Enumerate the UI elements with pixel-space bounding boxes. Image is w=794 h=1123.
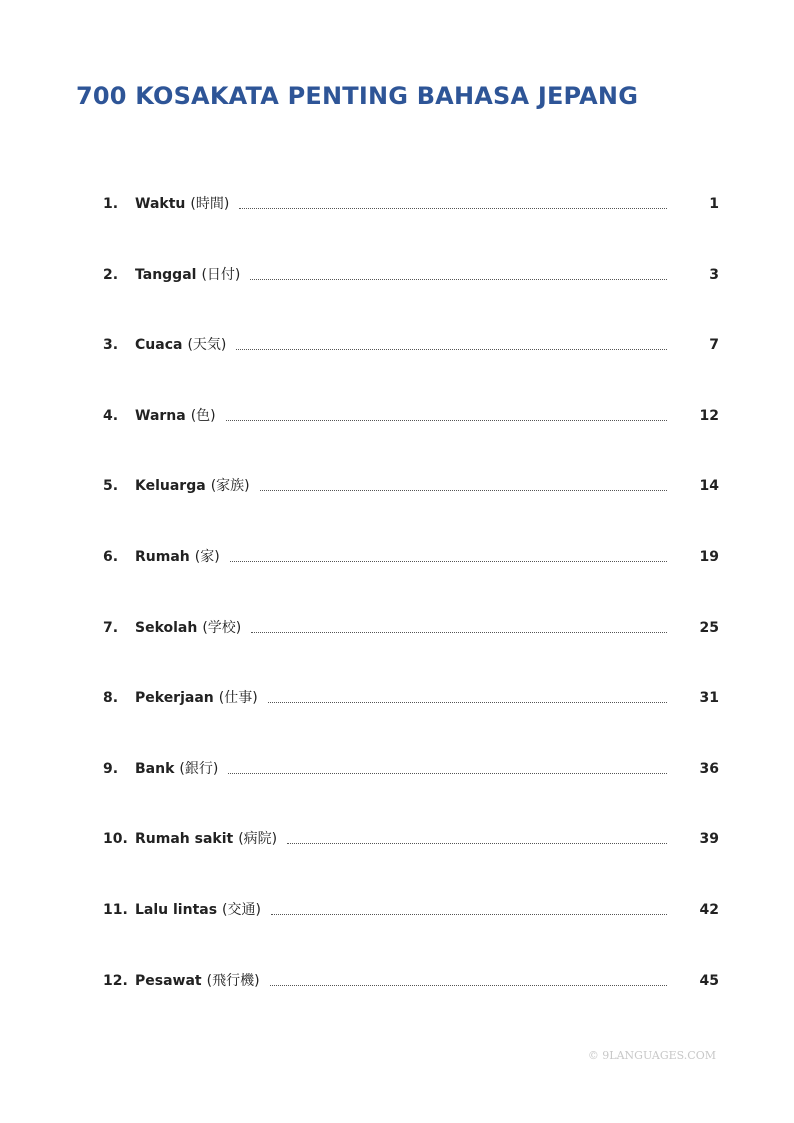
toc-item-japanese: (飛行機) [206,973,260,989]
toc-item-label: Warna [135,408,186,424]
toc-item-label: Tanggal [135,267,197,283]
toc-item-page-number: 19 [699,549,719,565]
toc-item-rumah-sakit[interactable] [103,828,719,850]
toc-item-cuaca[interactable] [103,334,719,356]
toc-item-page-number: 31 [699,690,719,706]
dot-leader [251,632,667,633]
toc-item-lalu-lintas[interactable] [103,899,719,921]
toc-item-number: 6. [103,549,119,565]
dot-leader [271,914,667,915]
toc-item-number: 3. [103,337,119,353]
dot-leader [287,843,667,844]
toc-item-japanese: (時間) [190,196,230,212]
dot-leader [236,349,667,350]
toc-item-pesawat[interactable] [103,970,719,992]
toc-item-bank[interactable] [103,758,719,780]
dot-leader [250,279,667,280]
toc-item-number: 12. [103,973,128,989]
toc-item-japanese: (家族) [210,478,250,494]
toc-item-japanese: (仕事) [218,690,258,706]
toc-item-tanggal[interactable] [103,264,719,286]
toc-item-page-number: 42 [699,902,719,918]
copyright-footer: © 9LANGUAGES.COM [587,1049,716,1062]
toc-item-page-number: 36 [699,761,719,777]
dot-leader [260,490,667,491]
dot-leader [230,561,667,562]
toc-item-number: 5. [103,478,119,494]
toc-item-page-number: 39 [699,831,719,847]
toc-item-label: Lalu lintas [135,902,218,918]
toc-item-japanese: (銀行) [179,761,219,777]
toc-item-japanese: (天気) [187,337,227,353]
toc-item-keluarga[interactable] [103,475,719,497]
toc-item-page-number: 1 [709,196,719,212]
toc-item-japanese: (病院) [238,831,278,847]
toc-item-japanese: (家) [194,549,220,565]
toc-item-label: Rumah sakit [135,831,234,847]
dot-leader [226,420,667,421]
toc-item-number: 8. [103,690,119,706]
toc-item-number: 1. [103,196,119,212]
toc-item-page-number: 7 [709,337,719,353]
toc-item-waktu[interactable] [103,193,719,215]
toc-item-number: 2. [103,267,119,283]
toc-item-label: Cuaca [135,337,183,353]
toc-item-label: Bank [135,761,175,777]
toc-item-label: Sekolah [135,620,198,636]
document-title: 700 KOSAKATA PENTING BAHASA JEPANG [76,82,639,110]
toc-item-label: Waktu [135,196,186,212]
dot-leader [270,985,667,986]
toc-item-japanese: (交通) [222,902,261,918]
toc-item-label: Pekerjaan [135,690,214,706]
toc-item-number: 10. [103,831,128,847]
toc-item-japanese: (学校) [202,620,242,636]
dot-leader [239,208,667,209]
toc-item-pekerjaan[interactable] [103,687,719,709]
toc-item-page-number: 12 [699,408,719,424]
dot-leader [268,702,667,703]
dot-leader [228,773,667,774]
toc-item-number: 11. [103,902,128,918]
toc-item-sekolah[interactable] [103,617,719,639]
toc-item-rumah[interactable] [103,546,719,568]
toc-item-label: Keluarga [135,478,206,494]
toc-item-label: Rumah [135,549,190,565]
toc-item-warna[interactable] [103,405,719,427]
toc-item-label: Pesawat [135,973,202,989]
toc-item-page-number: 25 [699,620,719,636]
toc-item-number: 7. [103,620,119,636]
toc-item-japanese: (色) [190,408,216,424]
toc-item-japanese: (日付) [201,267,241,283]
toc-item-number: 4. [103,408,119,424]
toc-item-page-number: 14 [699,478,719,494]
toc-item-page-number: 45 [699,973,719,989]
toc-item-page-number: 3 [709,267,719,283]
toc-item-number: 9. [103,761,119,777]
